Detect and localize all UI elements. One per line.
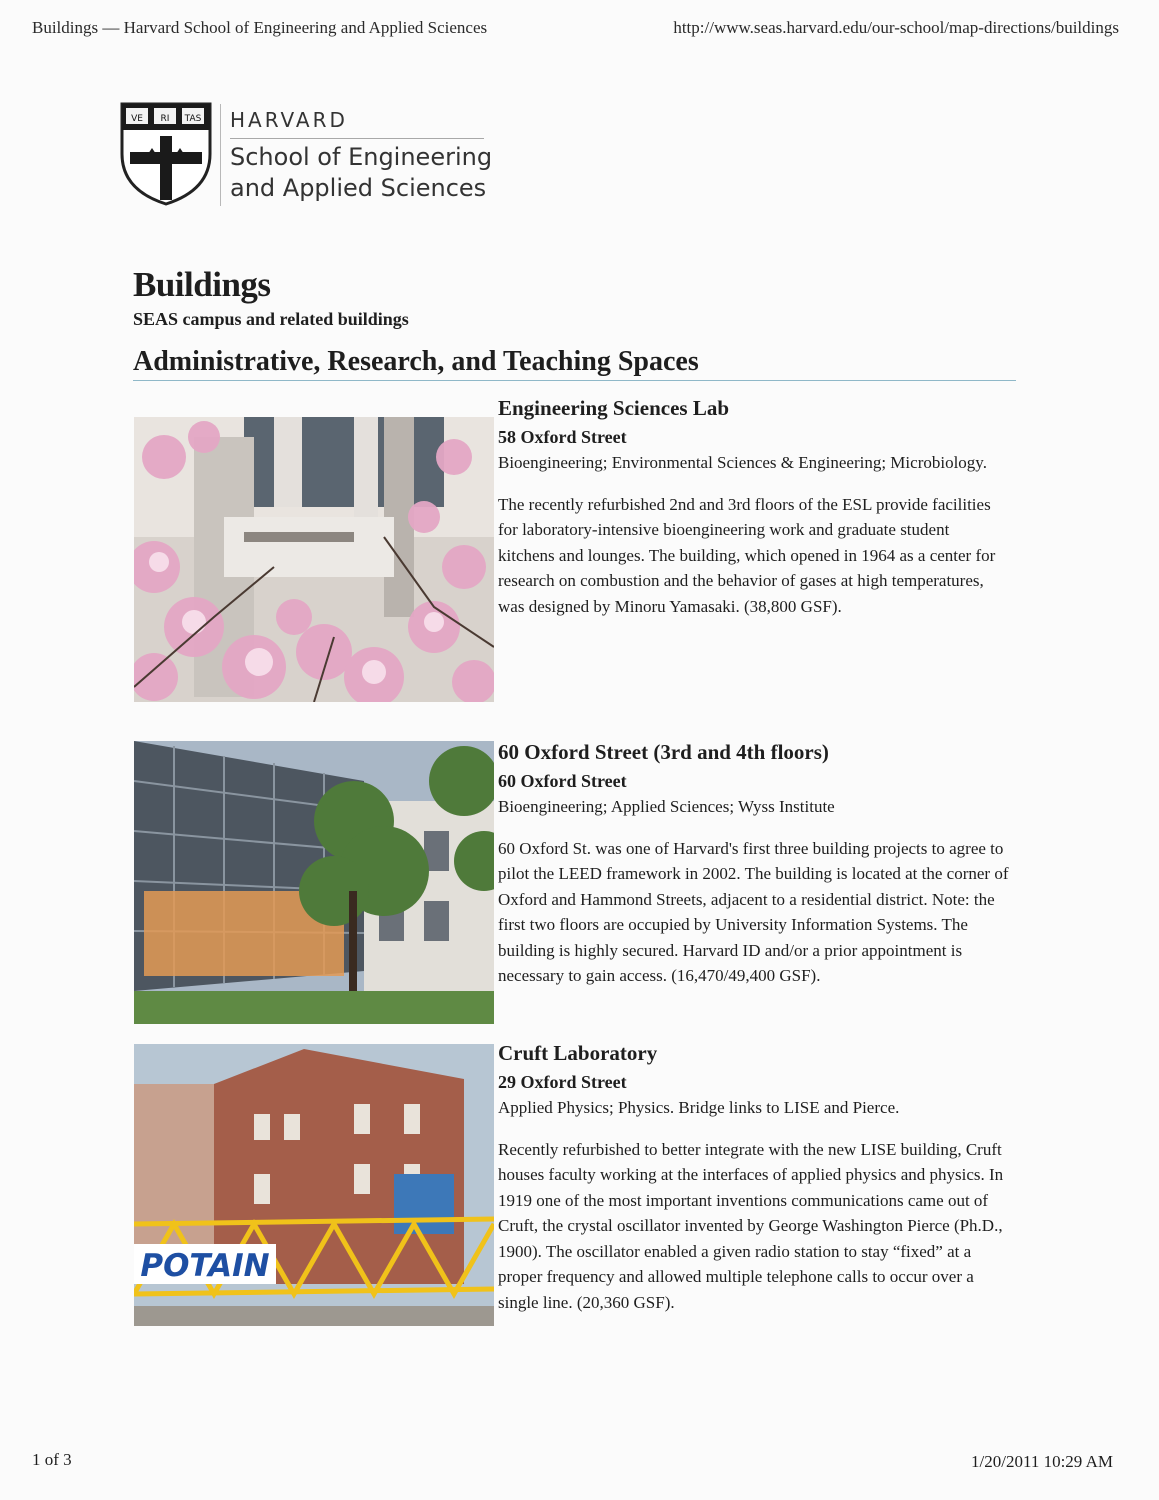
building-departments: Bioengineering; Environmental Sciences & Engineering; Microbiology. — [498, 453, 987, 472]
harvard-shield-icon — [120, 102, 212, 206]
print-timestamp: 1/20/2011 10:29 AM — [971, 1452, 1113, 1471]
section-divider — [133, 380, 1016, 381]
page-count: 1 of 3 — [32, 1450, 72, 1469]
logo-divider — [220, 104, 221, 206]
cruft-photo — [134, 1044, 494, 1326]
crane-sign-text: POTAIN — [140, 1248, 270, 1284]
logo-school-name — [230, 142, 492, 204]
building-address: 60 Oxford Street — [498, 771, 627, 791]
shield-motto-2: RI — [160, 114, 170, 124]
building-entry-esl — [498, 396, 1010, 619]
logo-wordmark-top: HARVARD — [230, 108, 348, 132]
page-title: Buildings — [133, 265, 271, 304]
building-address: 29 Oxford Street — [498, 1072, 627, 1092]
building-departments: Bioengineering; Applied Sciences; Wyss Institute — [498, 797, 835, 816]
logo-school-line-1: School of Engineering — [230, 143, 493, 171]
shield-motto-3: TAS — [184, 114, 202, 124]
building-name[interactable]: Engineering Sciences Lab — [498, 396, 730, 420]
harvard-seas-logo[interactable] — [120, 102, 500, 212]
building-description: The recently refurbished 2nd and 3rd floors of the ESL provide facilities for laboratory-intensive bioengineering work and graduate student kitchens and lounges. The building, which opened in 1964 as a center for research on combustion and the behavior of gases at high temperatures, was designed by Minoru Yamasaki. (38,800 GSF). — [498, 494, 996, 616]
building-name[interactable]: 60 Oxford Street (3rd and 4th floors) — [498, 740, 829, 764]
shield-motto-1: VE — [131, 114, 143, 124]
logo-school-line-2: and Applied Sciences — [230, 174, 487, 202]
oxford60-photo — [134, 741, 494, 1024]
building-departments: Applied Physics; Physics. Bridge links to LISE and Pierce. — [498, 1098, 900, 1117]
building-description: Recently refurbished to better integrate with the new LISE building, Cruft houses faculty working at the interfaces of applied physics and physics. In 1919 one of the most important inventions communications came out of Cruft, the crystal oscillator invented by George Washington Pierce (Ph.D., 1900). The oscillator enabled a given radio station to stay “fixed” at a proper frequency and allowed multiple telephone calls to occur over a single line. (20,360 GSF). — [498, 1139, 1004, 1312]
building-description: 60 Oxford St. was one of Harvard's first three building projects to agree to pilot the LEED framework in 2002. The building is located at the corner of Oxford and Hammond Streets, adjacent to a residential district. Note: the first two floors are occupied by University Information Systems. The building is highly secured. Harvard ID and/or a prior appointment is necessary to gain access. (16,470/49,400 GSF). — [498, 838, 1009, 985]
building-name[interactable]: Cruft Laboratory — [498, 1041, 658, 1065]
browser-page-title: Buildings — Harvard School of Engineering and Applied Sciences — [32, 18, 488, 37]
building-address: 58 Oxford Street — [498, 427, 627, 447]
logo-rule — [230, 138, 484, 139]
esl-photo — [134, 417, 494, 702]
building-entry-cruft — [498, 1041, 1010, 1315]
section-title: Administrative, Research, and Teaching Spaces — [133, 346, 699, 377]
page-url[interactable]: http://www.seas.harvard.edu/our-school/map-directions/buildings — [673, 18, 1119, 37]
building-entry-60-oxford — [498, 740, 1010, 989]
page-subtitle: SEAS campus and related buildings — [133, 309, 409, 329]
